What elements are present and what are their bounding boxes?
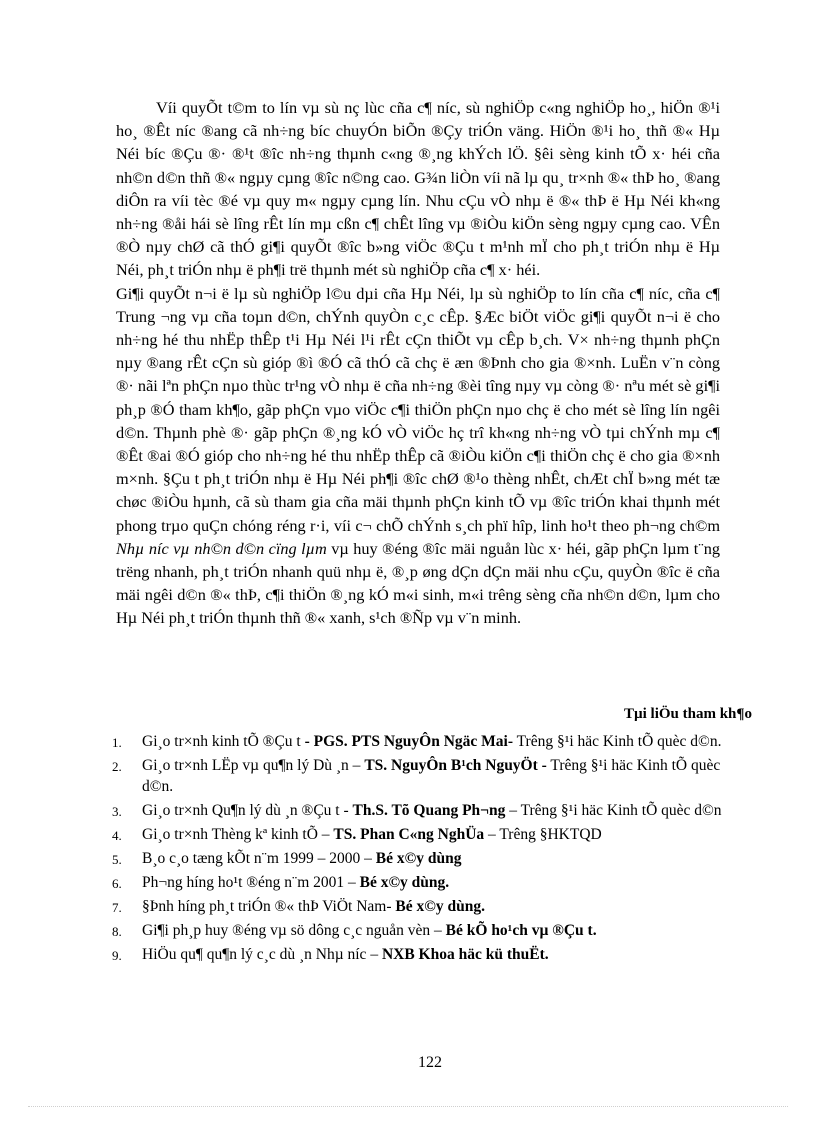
- italic-phrase: Nhµ níc vµ nh©n d©n cïng lµm: [116, 538, 327, 558]
- reference-number: 3.: [112, 804, 122, 819]
- reference-text: §Þnh híng ph¸t triÓn ®« thÞ ViÖt Nam-: [142, 898, 396, 915]
- paragraph-text: Gi¶i quyÕt n¬i ë lµ sù nghiÖp l©u dµi cña Hµ Néi, lµ sù nghiÖp to lín cña c¶ níc, cña c¶ Trung ¬ng vµ cña toµn d©n, chÝnh quyÒn c¸c cÊp. §Æc biÖt viÖc gi¶i quyÕt n¬i ë cho nh÷ng hé thu nhËp thÊp t¹i Hµ Néi l¹i rÊt cÇn thiÕt vµ cÊp b¸ch. V× nh÷ng thµnh phÇn nµy ®ang rÊt cÇn sù gióp ®ì ®Ó cã thÓ cã chç ë æn ®Þnh cho gia ®×nh. LuËn v¨n còng ®· nãi lªn phÇn nµo thùc tr¹ng vÒ nhµ ë cña nh÷ng ®èi tîng nµy vµ còng ®· nªu mét sè gi¶i ph¸p ®Ó tham kh¶o, gãp phÇn vµo viÖc c¶i thiÖn phÇn nµo chç ë cho mét sè lîng lín ngêi d©n. Thµnh phè ®· gãp phÇn ®¸ng kÓ vÒ viÖc hç trî kh«ng nh÷ng vÒ tµi chÝnh mµ c¶ ®Êt ®ai ®Ó gióp cho nh÷ng hé thu nhËp thÊp cã ®iÒu kiÖn c¶i thiÖn chç ë cho gia ®×nh m×nh. §Çu t ph¸t triÓn nhµ ë Hµ Néi ph¶i ®îc chØ ®¹o thèng nhÊt, chÆt chÏ b»ng mét tæ chøc ®iÒu hµnh, cã sù tham gia cña mäi thµnh phÇn kinh tÕ vµ ®îc triÓn khai thµnh mét phong trµo quÇn chóng réng r·i, víi c¬ chÕ chÝnh s¸ch phï hîp, linh ho¹t theo ph¬ng ch©m: [116, 283, 720, 535]
- reference-text: Gi¸o tr×nh Qu¶n lý dù ¸n ®Çu t -: [142, 802, 353, 819]
- paragraph: [116, 282, 720, 630]
- reference-item: [112, 848, 722, 869]
- reference-author: TS. NguyÔn B¹ch NguyÖt -: [364, 757, 547, 774]
- reference-source: – Trêng §HKTQD: [484, 826, 602, 843]
- reference-source: – Trêng §¹i häc Kinh tÕ quèc d©n: [505, 802, 722, 819]
- reference-author: Bé x©y dùng: [375, 850, 462, 867]
- page-number: 122: [418, 1054, 442, 1071]
- reference-item: [112, 800, 722, 821]
- reference-item: [112, 872, 722, 893]
- reference-number: 4.: [112, 828, 122, 843]
- references-list: [112, 731, 722, 968]
- reference-number: 9.: [112, 948, 122, 963]
- reference-text: B¸o c¸o tæng kÕt n¨m 1999 – 2000 –: [142, 850, 376, 867]
- reference-author: Bé x©y dùng.: [395, 898, 485, 915]
- reference-text: Gi¸o tr×nh kinh tÕ ®Çu t: [142, 733, 305, 750]
- reference-number: 2.: [112, 759, 122, 774]
- reference-text: Gi¶i ph¸p huy ®éng vµ sö dông c¸c nguån vèn –: [142, 922, 446, 939]
- body-text: [116, 96, 720, 630]
- references-heading: Tµi liÖu tham kh¶o: [623, 706, 752, 722]
- reference-source: Trêng §¹i häc Kinh tÕ quèc d©n.: [513, 733, 722, 750]
- reference-author: - PGS. PTS NguyÔn Ngäc Mai-: [304, 733, 514, 750]
- reference-number: 6.: [112, 876, 122, 891]
- reference-text: Gi¸o tr×nh LËp vµ qu¶n lý Dù ¸n –: [142, 757, 365, 774]
- reference-item: [112, 755, 722, 797]
- reference-text: Gi¸o tr×nh Thèng kª kinh tÕ –: [142, 826, 334, 843]
- paragraph: Víi quyÕt t©m to lín vµ sù nç lùc cña c¶ níc, sù nghiÖp c«ng nghiÖp ho¸, hiÖn ®¹i ho¸ ®Êt níc ®ang cã nh÷ng bíc chuyÓn biÕn ®Çy triÓn väng. HiÖn ®¹i ho¸ thñ ®« Hµ Néi bíc ®Çu ®· ®¹t ®îc nh÷ng thµnh c«ng ®¸ng khÝch lÖ. §êi sèng kinh tÕ x· héi cña nh©n d©n thñ ®« ngµy cµng ®îc n©ng cao. G¾n liÒn víi nã lµ qu¸ tr×nh ®« thÞ ho¸ ®ang diÔn ra víi tèc ®é vµ quy m« ngµy cµng lín. Nhu cÇu vÒ nhµ ë ®« thÞ ë Hµ Néi kh«ng nh÷ng ®åi hái sè lîng rÊt lín mµ cßn c¶ chÊt lîng vµ ®iÒu kiÖn sèng ngµy cµng cao. VÊn ®Ò nµy chØ cã thÓ gi¶i quyÕt ®îc b»ng viÖc ®Çu t m¹nh mÏ cho ph¸t triÓn nhµ ë Hµ Néi, ph¸t triÓn nhµ ë ph¶i trë thµnh mét sù nghiÖp cña c¶ x· héi.: [116, 98, 720, 280]
- reference-text: Ph¬ng híng ho¹t ®éng n¨m 2001 –: [142, 874, 360, 891]
- reference-author: Th.S. Tõ Quang Ph¬ng: [352, 802, 506, 819]
- reference-source: Trêng §¹i häc Kinh tÕ quèc d©n.: [142, 757, 721, 795]
- footer-divider: [28, 1106, 788, 1107]
- reference-author: TS. Phan C«ng NghÜa: [333, 826, 485, 843]
- paragraph-text: vµ huy ®éng ®îc mäi nguån lùc x· héi, gãp phÇn lµm t¨ng trëng nhanh, ph¸t triÓn nhanh quü nhµ ë, ®¸p øng dÇn dÇn mäi nhu cÇu, quyÒn ®îc ë cña mäi ngêi d©n ®« thÞ, c¶i thiÖn ®¸ng kÓ m«i sinh, m«i trêng sèng cña nh©n d©n, lµm cho Hµ Néi ph¸t triÓn thµnh thñ ®« xanh, s¹ch ®Ñp vµ v¨n minh.: [116, 538, 720, 628]
- reference-number: 1.: [112, 735, 122, 750]
- reference-number: 7.: [112, 900, 122, 915]
- reference-item: [112, 824, 722, 845]
- reference-author: Bé kÕ ho¹ch vµ ®Çu t.: [445, 922, 597, 939]
- reference-number: 8.: [112, 924, 122, 939]
- reference-item: [112, 944, 722, 965]
- reference-author: Bé x©y dùng.: [359, 874, 450, 891]
- reference-number: 5.: [112, 852, 122, 867]
- reference-text: HiÖu qu¶ qu¶n lý c¸c dù ¸n Nhµ níc –: [142, 946, 382, 963]
- reference-author: NXB Khoa häc kü thuËt.: [381, 946, 549, 963]
- reference-item: [112, 731, 722, 752]
- reference-item: [112, 896, 722, 917]
- reference-item: [112, 920, 722, 941]
